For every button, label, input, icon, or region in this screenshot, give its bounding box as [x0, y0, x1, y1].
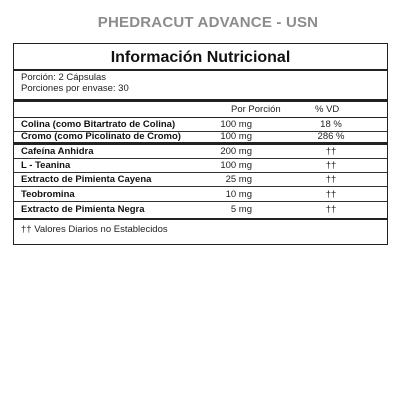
nutrient-dv: ††	[325, 160, 337, 171]
nutrient-name: Extracto de Pimienta Cayena	[21, 174, 152, 185]
nutrient-row	[14, 119, 387, 130]
nutrient-dv: ††	[325, 204, 337, 215]
divider	[14, 99, 387, 102]
nutrient-dv: ††	[325, 146, 337, 157]
column-header-dv: % VD	[315, 104, 340, 115]
nutrient-amount: 10 mg	[225, 189, 252, 200]
nutrient-dv: ††	[325, 174, 337, 185]
nutrient-name: Cafeína Anhidra	[21, 146, 94, 157]
nutrient-name: Extracto de Pimienta Negra	[21, 204, 145, 215]
row-divider	[14, 158, 387, 159]
serving-size: Porción: 2 Cápsulas	[21, 72, 107, 83]
nutrient-amount: 25 mg	[225, 174, 252, 185]
nutrient-amount: 5 mg	[230, 204, 252, 215]
nutrient-row	[14, 174, 387, 185]
nutrient-row	[14, 131, 387, 142]
nutrient-dv: 286 %	[317, 131, 345, 142]
nutrient-row	[14, 204, 387, 215]
nutrient-dv: ††	[325, 189, 337, 200]
column-header-per-serving: Por Porción	[231, 104, 281, 115]
nutrient-row	[14, 160, 387, 171]
divider	[14, 218, 387, 220]
nutrient-amount: 100 mg	[220, 131, 252, 142]
row-divider	[14, 186, 387, 187]
divider	[14, 69, 387, 71]
nutrient-name: Teobromina	[21, 189, 75, 200]
nutrient-name: Cromo (como Picolinato de Cromo)	[21, 131, 181, 142]
servings-per-container: Porciones por envase: 30	[21, 83, 129, 94]
panel-title: Información Nutricional	[110, 49, 291, 66]
nutrient-dv: 18 %	[320, 119, 342, 130]
nutrient-amount: 200 mg	[220, 146, 252, 157]
nutrient-row	[14, 189, 387, 200]
nutrition-facts-panel	[13, 43, 388, 245]
nutrient-name: L - Teanina	[21, 160, 71, 171]
divider	[14, 117, 387, 118]
nutrient-name: Colina (como Bitartrato de Colina)	[21, 119, 176, 130]
product-title: PHEDRACUT ADVANCE - USN	[97, 14, 319, 31]
divider	[14, 142, 387, 145]
row-divider	[14, 201, 387, 202]
row-divider	[14, 172, 387, 173]
nutrient-amount: 100 mg	[220, 119, 252, 130]
footnote: †† Valores Diarios no Establecidos	[21, 224, 168, 235]
nutrient-row	[14, 146, 387, 157]
nutrient-amount: 100 mg	[220, 160, 252, 171]
